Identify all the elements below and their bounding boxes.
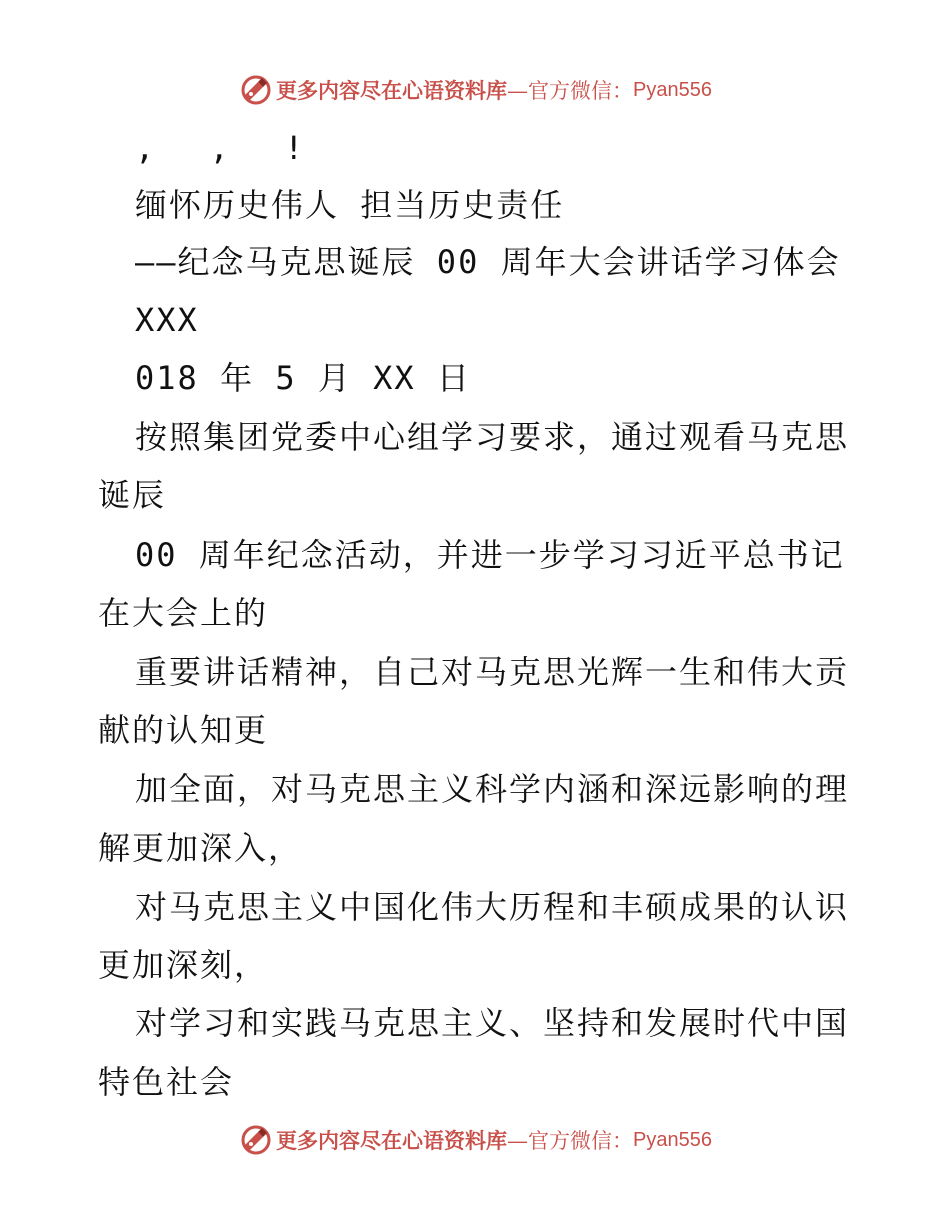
footer-watermark (0, 1120, 950, 1160)
watermark-official-label: —官方微信： (507, 79, 634, 103)
paragraph-line: 对学习和实践马克思主义、坚持和发展时代中国 (135, 1004, 850, 1042)
paragraph-line: 对马克思主义中国化伟大历程和丰硕成果的认识 (135, 888, 850, 926)
watermark-wechat-id: Pyan556 (633, 78, 712, 101)
header-watermark (0, 70, 950, 110)
paragraph-line: 解更加深入， (98, 829, 303, 867)
paragraph-line: 诞辰 (98, 476, 167, 514)
pen-logo-icon (238, 1122, 274, 1158)
pen-logo-icon (238, 72, 274, 108)
document-date: 018 年 5 月 XX 日 (135, 359, 471, 397)
paragraph-line: 献的认知更 (98, 711, 269, 749)
paragraph-line: 在大会上的 (98, 594, 269, 632)
punctuation-line: , , ! (135, 129, 322, 167)
document-subtitle: ——纪念马克思诞辰 00 周年大会讲话学习体会 (135, 243, 841, 281)
paragraph-line: 00 周年纪念活动，并进一步学习习近平总书记 (135, 536, 845, 574)
watermark-wechat-id: Pyan556 (633, 1128, 712, 1151)
paragraph-line: 重要讲话精神，自己对马克思光辉一生和伟大贡 (135, 653, 850, 691)
document-author: XXX (135, 301, 199, 339)
watermark-official-label: —官方微信： (507, 1129, 634, 1153)
document-title: 缅怀历史伟人 担当历史责任 (135, 186, 565, 224)
paragraph-line: 按照集团党委中心组学习要求，通过观看马克思 (135, 418, 850, 456)
paragraph-line: 特色社会 (98, 1063, 235, 1101)
watermark-brand-text: 更多内容尽在心语资料库 (276, 1128, 508, 1153)
watermark-brand-text: 更多内容尽在心语资料库 (276, 78, 508, 103)
paragraph-line: 更加深刻， (98, 946, 269, 984)
paragraph-line: 加全面，对马克思主义科学内涵和深远影响的理 (135, 770, 850, 808)
